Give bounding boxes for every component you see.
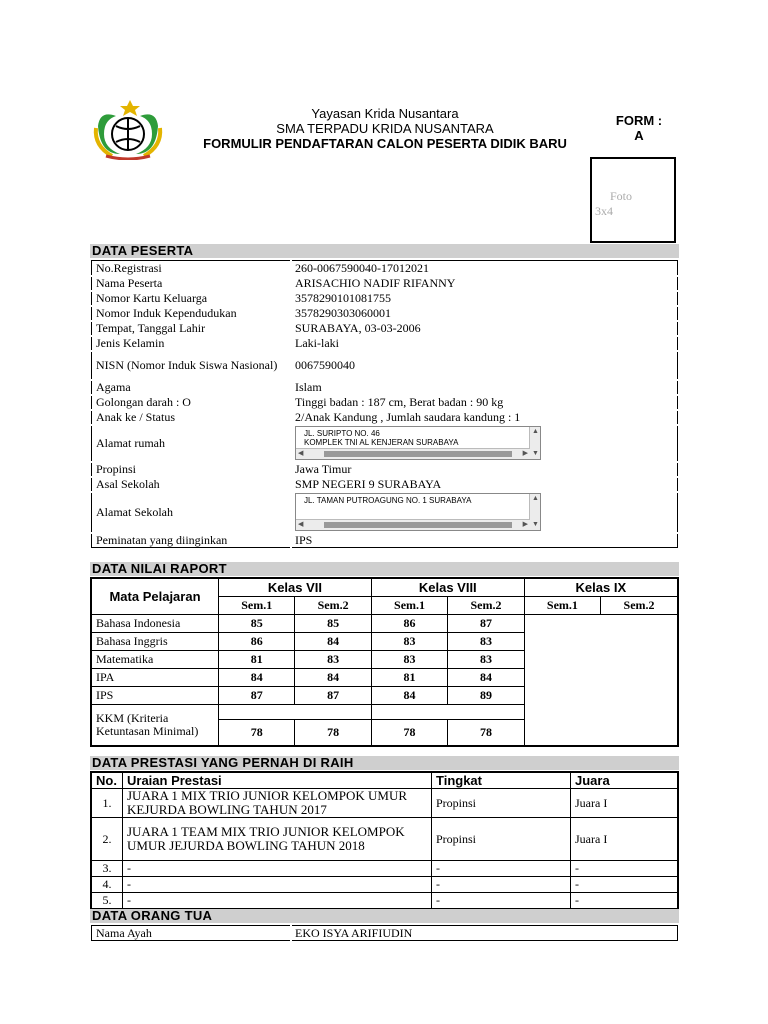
table-row	[91, 380, 678, 395]
alamat-sekolah-cell	[291, 492, 679, 533]
agama-value: Islam	[291, 380, 679, 395]
prestasi-no: 2.	[91, 818, 123, 861]
field-label: No.Registrasi	[91, 260, 291, 276]
scroll-up-icon[interactable]: ▲	[532, 428, 539, 435]
table-row	[91, 861, 678, 877]
grade-cell: 84	[295, 669, 371, 687]
table-row	[91, 291, 678, 306]
header-titles	[170, 106, 600, 151]
grade-cell: 83	[448, 633, 524, 651]
grade-cell: 85	[295, 615, 371, 633]
table-row	[91, 893, 678, 910]
scroll-thumb[interactable]	[324, 522, 512, 528]
photo-placeholder-label: Foto	[610, 189, 633, 203]
orangtua-table	[90, 924, 679, 942]
mapel-name: Bahasa Indonesia	[91, 615, 219, 633]
field-label: Peminatan yang diinginkan	[91, 533, 291, 549]
form-label: FORM :	[615, 113, 663, 128]
field-label: Propinsi	[91, 462, 291, 477]
kkm-spacer	[219, 705, 372, 720]
horizontal-scrollbar[interactable]	[296, 448, 530, 459]
field-label: Nomor Kartu Keluarga	[91, 291, 291, 306]
grade-cell: 87	[448, 615, 524, 633]
grade-cell: 81	[371, 669, 447, 687]
table-row	[91, 260, 678, 276]
prestasi-uraian: -	[123, 877, 432, 893]
kelas-ix-header: Kelas IX	[524, 578, 678, 597]
mapel-name: IPS	[91, 687, 219, 705]
section-data-peserta: DATA PESERTA	[90, 244, 679, 258]
grade-cell: 84	[219, 669, 295, 687]
grade-cell: 83	[295, 651, 371, 669]
table-row	[91, 462, 678, 477]
alamat-sekolah-textarea[interactable]	[295, 493, 541, 531]
grade-cell: 83	[371, 633, 447, 651]
peserta-table	[90, 259, 679, 549]
scroll-thumb[interactable]	[324, 451, 512, 457]
kkm-cell: 78	[219, 719, 295, 746]
table-row	[91, 477, 678, 492]
table-row	[91, 877, 678, 893]
vertical-scrollbar[interactable]	[529, 494, 540, 530]
field-label: Tempat, Tanggal Lahir	[91, 321, 291, 336]
form-title: FORMULIR PENDAFTARAN CALON PESERTA DIDIK BARU	[203, 136, 567, 151]
sem-header: Sem.1	[371, 597, 447, 615]
mapel-name: IPA	[91, 669, 219, 687]
grade-cell: 81	[219, 651, 295, 669]
alamat-cell	[291, 425, 679, 462]
table-row	[91, 395, 678, 410]
prestasi-no: 5.	[91, 893, 123, 910]
prestasi-uraian: -	[123, 893, 432, 910]
scroll-down-icon[interactable]: ▼	[532, 521, 539, 528]
kkm-cell: 78	[448, 719, 524, 746]
no-registrasi-value: 260-0067590040-17012021	[291, 260, 679, 276]
form-code	[606, 113, 672, 143]
field-label: NISN (Nomor Induk Siswa Nasional)	[91, 351, 291, 380]
alamat-line-2: KOMPLEK TNI AL KENJERAN SURABAYA	[304, 438, 459, 447]
alamat-textarea[interactable]	[295, 426, 541, 460]
prestasi-juara: -	[571, 877, 679, 893]
nama-ayah-value: EKO ISYA ARIFIUDIN	[291, 925, 679, 941]
table-row	[91, 533, 678, 549]
ttl-value: SURABAYA, 03-03-2006	[291, 321, 679, 336]
fisik-value: Tinggi badan : 187 cm, Berat badan : 90 kg	[291, 395, 679, 410]
section-data-prestasi: DATA PRESTASI YANG PERNAH DI RAIH	[90, 756, 679, 770]
grade-cell: 84	[448, 669, 524, 687]
scroll-left-icon[interactable]: ◀	[298, 521, 304, 528]
field-label: Jenis Kelamin	[91, 336, 291, 351]
prestasi-no: 3.	[91, 861, 123, 877]
table-row	[91, 351, 678, 380]
kelas-ix-empty	[524, 615, 678, 747]
sem-header: Sem.2	[601, 597, 678, 615]
peminatan-value: IPS	[291, 533, 679, 549]
table-row	[91, 789, 678, 818]
kelas-viii-header: Kelas VIII	[371, 578, 524, 597]
table-row	[91, 772, 678, 789]
prestasi-uraian: -	[123, 861, 432, 877]
kkm-cell: 78	[295, 719, 371, 746]
table-row	[91, 818, 678, 861]
prestasi-no: 4.	[91, 877, 123, 893]
grade-cell: 84	[371, 687, 447, 705]
scroll-right-icon[interactable]: ▶	[522, 521, 528, 528]
vertical-scrollbar[interactable]	[529, 427, 540, 459]
grade-cell: 85	[219, 615, 295, 633]
horizontal-scrollbar[interactable]	[296, 519, 530, 530]
sem-header: Sem.2	[448, 597, 524, 615]
kkm-label: KKM (Kriteria Ketuntasan Minimal)	[91, 705, 219, 747]
prestasi-no: 1.	[91, 789, 123, 818]
field-label: Alamat rumah	[91, 425, 291, 462]
alamat-sekolah-line: JL. TAMAN PUTROAGUNG NO. 1 SURABAYA	[304, 496, 472, 505]
scroll-down-icon[interactable]: ▼	[532, 450, 539, 457]
form-value: A	[634, 128, 644, 143]
alamat-line-1: JL. SURIPTO NO. 46	[304, 429, 380, 438]
mapel-name: Matematika	[91, 651, 219, 669]
nama-value: ARISACHIO NADIF RIFANNY	[291, 276, 679, 291]
grade-cell: 89	[448, 687, 524, 705]
section-data-orangtua: DATA ORANG TUA	[90, 909, 679, 923]
col-tingkat: Tingkat	[432, 772, 571, 789]
kelas-vii-header: Kelas VII	[219, 578, 372, 597]
goldar-label: Golongan darah : O	[91, 395, 291, 410]
table-row	[91, 276, 678, 291]
table-row	[91, 925, 678, 941]
prestasi-uraian: JUARA 1 TEAM MIX TRIO JUNIOR KELOMPOK UMUR JEJURDA BOWLING TAHUN 2018	[123, 818, 432, 861]
prestasi-juara: Juara I	[571, 818, 679, 861]
jk-value: Laki-laki	[291, 336, 679, 351]
foundation-name: Yayasan Krida Nusantara	[311, 106, 459, 121]
nik-value: 3578290303060001	[291, 306, 679, 321]
school-name: SMA TERPADU KRIDA NUSANTARA	[276, 121, 494, 136]
prestasi-tingkat: Propinsi	[432, 818, 571, 861]
scroll-up-icon[interactable]: ▲	[532, 495, 539, 502]
grade-cell: 84	[295, 633, 371, 651]
kkm-spacer	[371, 705, 524, 720]
col-no: No.	[91, 772, 123, 789]
sem-header: Sem.1	[219, 597, 295, 615]
prestasi-tingkat: -	[432, 893, 571, 910]
prestasi-tingkat: -	[432, 861, 571, 877]
grade-cell: 87	[219, 687, 295, 705]
prestasi-uraian: JUARA 1 MIX TRIO JUNIOR KELOMPOK UMUR KEJURDA BOWLING TAHUN 2017	[123, 789, 432, 818]
field-label: Nomor Induk Kependudukan	[91, 306, 291, 321]
field-label: Alamat Sekolah	[91, 492, 291, 533]
photo-box	[590, 157, 676, 243]
prestasi-tingkat: Propinsi	[432, 789, 571, 818]
col-uraian: Uraian Prestasi	[123, 772, 432, 789]
nilai-table	[90, 577, 679, 747]
kkm-cell: 78	[371, 719, 447, 746]
grade-cell: 87	[295, 687, 371, 705]
prestasi-juara: -	[571, 861, 679, 877]
sem-header: Sem.2	[295, 597, 371, 615]
sem-header: Sem.1	[524, 597, 600, 615]
table-row	[91, 336, 678, 351]
grade-cell: 86	[219, 633, 295, 651]
photo-placeholder-size: 3x4	[595, 204, 613, 218]
field-label: Asal Sekolah	[91, 477, 291, 492]
prestasi-juara: -	[571, 893, 679, 910]
grade-cell: 83	[371, 651, 447, 669]
school-logo	[90, 98, 166, 160]
table-row	[91, 425, 678, 462]
table-row	[91, 615, 678, 633]
table-row	[91, 306, 678, 321]
nisn-value: 0067590040	[291, 351, 679, 380]
asal-sekolah-value: SMP NEGERI 9 SURABAYA	[291, 477, 679, 492]
scroll-right-icon[interactable]: ▶	[522, 450, 528, 457]
prestasi-juara: Juara I	[571, 789, 679, 818]
col-juara: Juara	[571, 772, 679, 789]
anak-value: 2/Anak Kandung , Jumlah saudara kandung : 1	[291, 410, 679, 425]
table-row	[91, 321, 678, 336]
prestasi-tingkat: -	[432, 877, 571, 893]
mapel-header: Mata Pelajaran	[91, 578, 219, 615]
grade-cell: 83	[448, 651, 524, 669]
propinsi-value: Jawa Timur	[291, 462, 679, 477]
mapel-name: Bahasa Inggris	[91, 633, 219, 651]
field-label: Nama Peserta	[91, 276, 291, 291]
table-row	[91, 410, 678, 425]
field-label: Anak ke / Status	[91, 410, 291, 425]
table-row	[91, 578, 678, 597]
kk-value: 3578290101081755	[291, 291, 679, 306]
table-row	[91, 492, 678, 533]
scroll-left-icon[interactable]: ◀	[298, 450, 304, 457]
field-label: Nama Ayah	[91, 925, 291, 941]
section-data-nilai: DATA NILAI RAPORT	[90, 562, 679, 576]
field-label: Agama	[91, 380, 291, 395]
prestasi-table	[90, 771, 679, 910]
grade-cell: 86	[371, 615, 447, 633]
